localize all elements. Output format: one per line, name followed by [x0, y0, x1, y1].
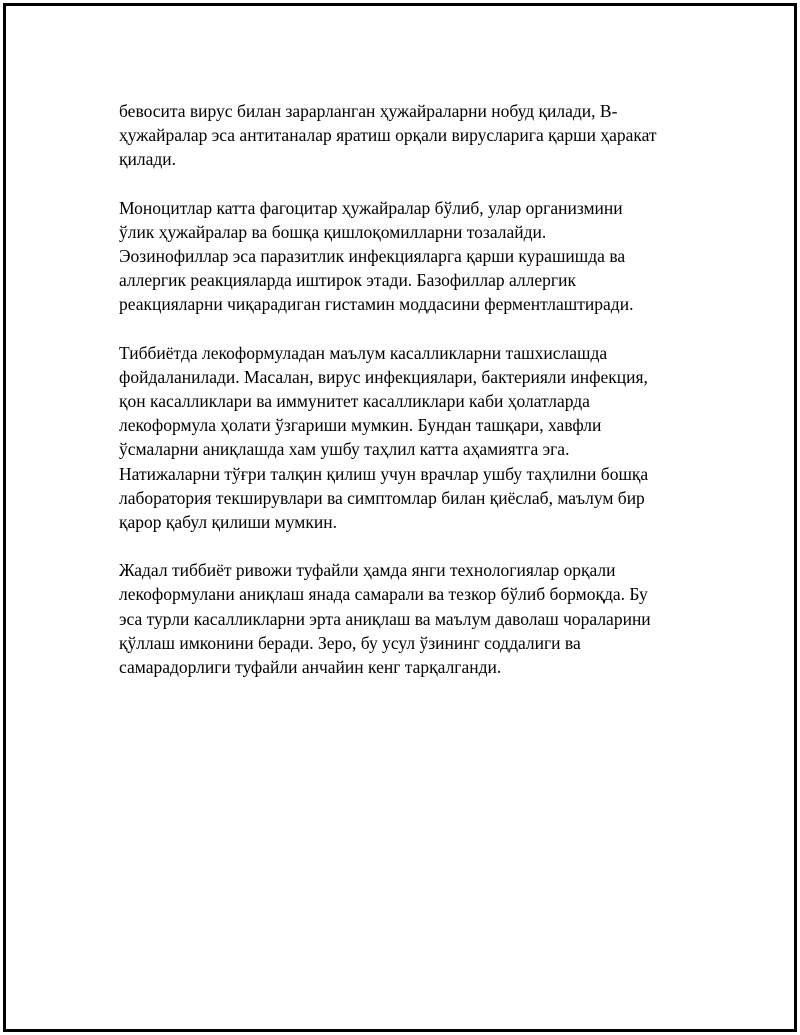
- text-line: Эозинофиллар эса паразитлик инфекцияларга қарши курашишда ва: [119, 246, 626, 267]
- text-line: бевосита вирус билан зарарланган ҳужайраларни нобуд қилади, В-: [119, 101, 618, 121]
- text-line: аллергик реакцияларда иштирок этади. Базофиллар аллергик: [119, 270, 576, 291]
- text-line: ҳужайралар эса антитаналар яратиш орқали вирусларига қарши ҳаракат: [119, 125, 657, 146]
- text-line: қилади.: [119, 149, 177, 170]
- document-page: [3, 3, 797, 1032]
- document-body: [119, 99, 709, 703]
- text-line: қон касалликлари ва иммунитет касалликлари каби ҳолатларда: [119, 391, 590, 412]
- text-line: фойдаланилади. Масалан, вирус инфекциялари, бактерияли инфекция,: [119, 366, 648, 387]
- text-line: ўсмаларни аниқлашда хам ушбу таҳлил катта аҳамиятга эга.: [119, 439, 570, 460]
- text-line: эса турли касалликларни эрта аниқлаш ва маълум даволаш чораларини: [119, 608, 651, 629]
- text-line: қарор қабул қилиши мумкин.: [119, 512, 337, 533]
- text-line: ўлик ҳужайралар ва бошқа қишлоқомилларни тозалайди.: [119, 221, 547, 242]
- text-line: Моноцитлар катта фагоцитар ҳужайралар бўлиб, улар организмини: [119, 197, 623, 218]
- paragraph-4: [119, 558, 709, 679]
- text-line: қўллаш имконини беради. Зеро, бу усул ўзининг соддалиги ва: [119, 632, 581, 653]
- text-line: Тиббиётда лекоформуладан маълум касалликларни ташхислашда: [119, 342, 608, 363]
- text-line: самарадорлиги туфайли анчайин кенг тарқалганди.: [119, 657, 502, 678]
- text-line: Жадал тиббиёт ривожи туфайли ҳамда янги технологиялар орқали: [119, 560, 616, 581]
- text-line: лекоформулани аниқлаш янада самарали ва тезкор бўлиб бормоқда. Бу: [119, 584, 648, 605]
- text-line: лаборатория текширувлари ва симптомлар билан қиёслаб, маълум бир: [119, 487, 645, 508]
- text-line: лекоформула ҳолати ўзгариши мумкин. Бундан ташқари, хавфли: [119, 415, 602, 436]
- text-line: реакцияларни чиқарадиган гистамин моддасини ферментлаштиради.: [119, 294, 634, 315]
- paragraph-2: [119, 196, 709, 317]
- paragraph-1: [119, 99, 709, 172]
- text-line: Натижаларни тўғри талқин қилиш учун врачлар ушбу таҳлилни бошқа: [119, 463, 649, 484]
- paragraph-3: [119, 341, 709, 535]
